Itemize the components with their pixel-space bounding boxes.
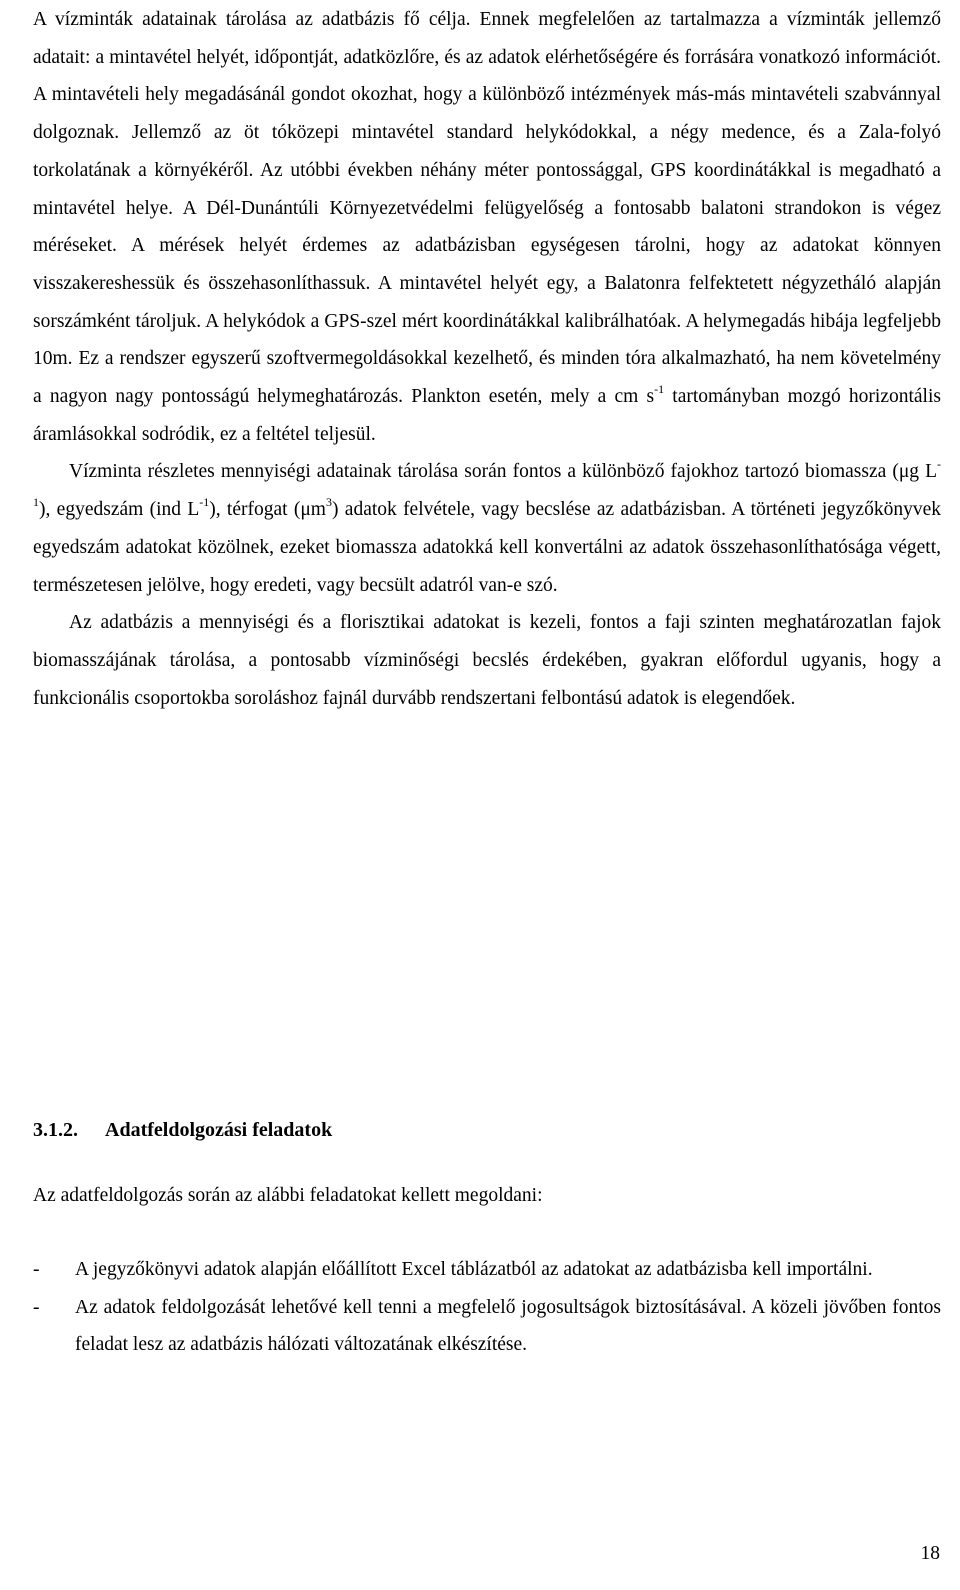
page-number: 18 — [920, 1543, 940, 1564]
superscript: -1 — [199, 495, 210, 510]
task-list — [33, 1251, 941, 1364]
superscript: -1 — [654, 382, 665, 397]
superscript: -1 — [33, 457, 941, 510]
list-item-text: Az adatok feldolgozását lehetővé kell tenni a megfelelő jogosultságok biztosításával. A közeli jövőben fontos feladat lesz az adatbázis hálózati változatának elkészítése. — [75, 1296, 941, 1356]
paragraph-text: ) adatok felvétele, vagy becslése az adatbázisban. A történeti jegyzőkönyvek egyedszám adatokat közölnek, ezeket biomassza adatokká kell konvertálni az adatok összehasonlíthatósága végett, természetesen jelölve, hogy eredeti, vagy becsült adatról van-e szó. — [33, 499, 941, 596]
list-item — [33, 1251, 941, 1289]
paragraph-text: A vízminták adatainak tárolása az adatbázis fő célja. Ennek megfelelően az tartalmazza a vízminták jellemző adatait: a mintavétel helyét, időpontját, adatközlőre, és az adatok elérhetőségére és forrására vonatkozó információt. A mintavételi hely megadásánál gondot okozhat, hogy a különböző intézmények más-más mintavételi szabvánnyal dolgoznak. Jellemző az öt tóközepi mintavétel standard helykódokkal, a négy medence, és a Zala-folyó torkolatának a környékéről. Az utóbbi években néhány méter pontossággal, GPS koordinátákkal is megadható a mintavétel helye. A Dél-Dunántúli Környezetvédelmi felügyelőség a fontosabb balatoni strandokon is végez méréseket. A mérések helyét érdemes az adatbázisban egységesen tárolni, hogy az adatokat könnyen visszakereshessük és összehasonlíthassuk. A mintavétel helyét egy, a Balatonra felfektetett négyzetháló alapján sorszámként tároljuk. A helykódok a GPS-szel mért koordinátákkal kalibrálhatóak. A helymegadás hibája legfeljebb 10m. Ez a rendszer egyszerű szoftvermegoldásokkal kezelhető, és minden tóra alkalmazható, ha nem követelmény a nagyon nagy pontosságú helymeghatározás. Plankton esetén, mely a cm s — [33, 9, 941, 408]
paragraph-quantitative-data — [33, 453, 941, 604]
list-bullet: - — [33, 1259, 40, 1280]
paragraph-text: Vízminta részletes mennyiségi adatainak tárolása során fontos a különböző fajokhoz tartozó biomassza (μg L — [69, 461, 937, 483]
section-intro: Az adatfeldolgozás során az alábbi feladatokat kellett megoldani: — [33, 1185, 543, 1206]
section-title: Adatfeldolgozási feladatok — [105, 1119, 333, 1141]
paragraph-floristic-data: Az adatbázis a mennyiségi és a florisztikai adatokat is kezeli, fontos a faji szinten meghatározatlan fajok biomasszájának tárolása, a pontosabb vízminőségi becslés érdekében, gyakran előfordul ugyanis, hogy a funkcionális csoportokba soroláshoz fajnál durvább rendszertani felbontású adatok is elegendőek. — [33, 612, 941, 709]
section-heading — [33, 1115, 933, 1145]
section-number: 3.1.2. — [33, 1119, 78, 1141]
superscript: 3 — [325, 495, 332, 510]
page-body — [33, 0, 941, 717]
paragraph-text: ), térfogat (μm — [209, 499, 326, 521]
list-item-text: A jegyzőkönyvi adatok alapján előállított Excel táblázatból az adatokat az adatbázisba kell importálni. — [75, 1259, 873, 1280]
paragraph-sampling-location — [33, 1, 941, 453]
list-bullet: - — [33, 1296, 40, 1318]
paragraph-text: tartományban mozgó horizontális áramlásokkal sodródik, ez a feltétel teljesül. — [33, 386, 941, 445]
list-item — [33, 1289, 941, 1364]
paragraph-text: ), egyedszám (ind L — [39, 499, 200, 521]
